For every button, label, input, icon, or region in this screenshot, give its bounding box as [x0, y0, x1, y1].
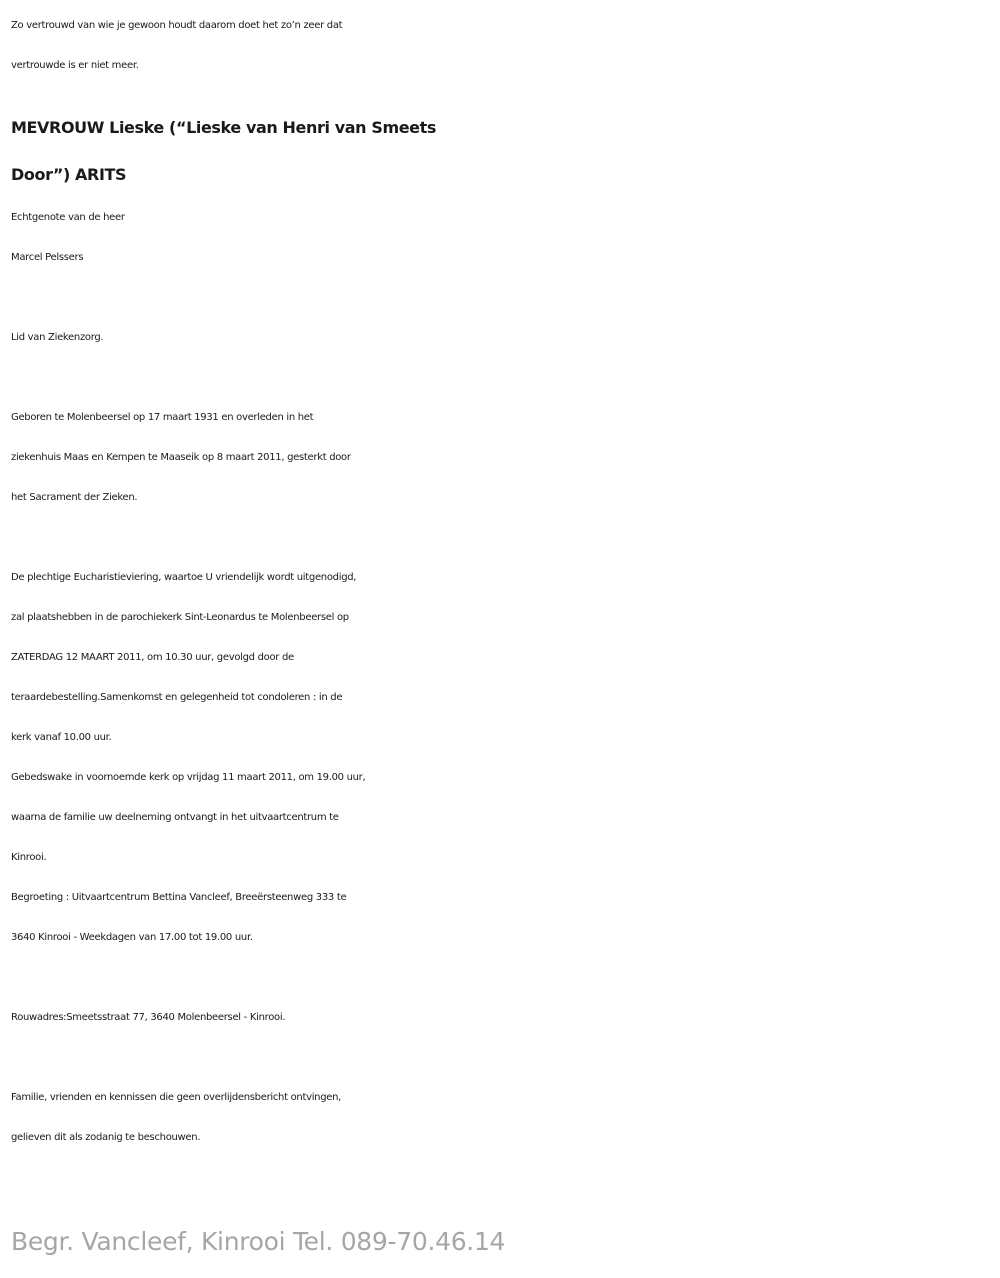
birth-death-paragraph: [11, 398, 993, 518]
notice-line: Familie, vrienden en kennissen die geen overlijdensbericht ontvingen,: [11, 1092, 342, 1103]
address-line: Rouwadres:Smeetsstraat 77, 3640 Molenbeersel - Kinrooi.: [11, 1012, 286, 1023]
deceased-name-line: MEVROUW Lieske (“Lieske van Henri van Smeets: [11, 118, 436, 137]
spacer: [11, 278, 993, 318]
membership-line: Lid van Ziekenzorg.: [11, 332, 104, 343]
ceremony-line: 3640 Kinrooi - Weekdagen van 17.00 tot 19.00 uur.: [11, 932, 253, 943]
ceremony-line: Gebedswake in voornoemde kerk op vrijdag 11 maart 2011, om 19.00 uur,: [11, 772, 366, 783]
spouse-line: Echtgenote van de heer: [11, 212, 125, 223]
deceased-name-line: Door”) ARITS: [11, 165, 127, 184]
address-paragraph: [11, 998, 993, 1038]
spouse-info: [11, 198, 993, 278]
ceremony-line: kerk vanaf 10.00 uur.: [11, 732, 112, 743]
intro-line: Zo vertrouwd van wie je gewoon houdt daarom doet het zo’n zeer dat: [11, 20, 343, 31]
ceremony-line: teraardebestelling.Samenkomst en gelegenheid tot condoleren : in de: [11, 692, 343, 703]
obituary-notice: [11, 6, 993, 1158]
spacer: [11, 958, 993, 998]
spacer: [11, 358, 993, 398]
notice-paragraph: [11, 1078, 993, 1158]
deceased-name: [11, 104, 993, 198]
spacer: [11, 518, 993, 558]
intro-line: vertrouwde is er niet meer.: [11, 60, 139, 71]
birth-death-line: Geboren te Molenbeersel op 17 maart 1931 en overleden in het: [11, 412, 314, 423]
ceremony-paragraph: [11, 558, 993, 958]
ceremony-line: waarna de familie uw deelneming ontvangt in het uitvaartcentrum te: [11, 812, 339, 823]
ceremony-line: ZATERDAG 12 MAART 2011, om 10.30 uur, gevolgd door de: [11, 652, 294, 663]
spouse-line: Marcel Pelssers: [11, 252, 84, 263]
spacer: [11, 1038, 993, 1078]
birth-death-line: het Sacrament der Zieken.: [11, 492, 138, 503]
ceremony-line: De plechtige Eucharistieviering, waartoe U vriendelijk wordt uitgenodigd,: [11, 572, 357, 583]
ceremony-line: zal plaatshebben in de parochiekerk Sint-Leonardus te Molenbeersel op: [11, 612, 349, 623]
funeral-home-footer: Begr. Vancleef, Kinrooi Tel. 089-70.46.14: [11, 1227, 506, 1256]
ceremony-line: Begroeting : Uitvaartcentrum Bettina Vancleef, Breeërsteenweg 333 te: [11, 892, 347, 903]
ceremony-line: Kinrooi.: [11, 852, 47, 863]
membership-paragraph: [11, 318, 993, 358]
intro-quote: [11, 6, 993, 86]
birth-death-line: ziekenhuis Maas en Kempen te Maaseik op 8 maart 2011, gesterkt door: [11, 452, 351, 463]
notice-line: gelieven dit als zodanig te beschouwen.: [11, 1132, 201, 1143]
